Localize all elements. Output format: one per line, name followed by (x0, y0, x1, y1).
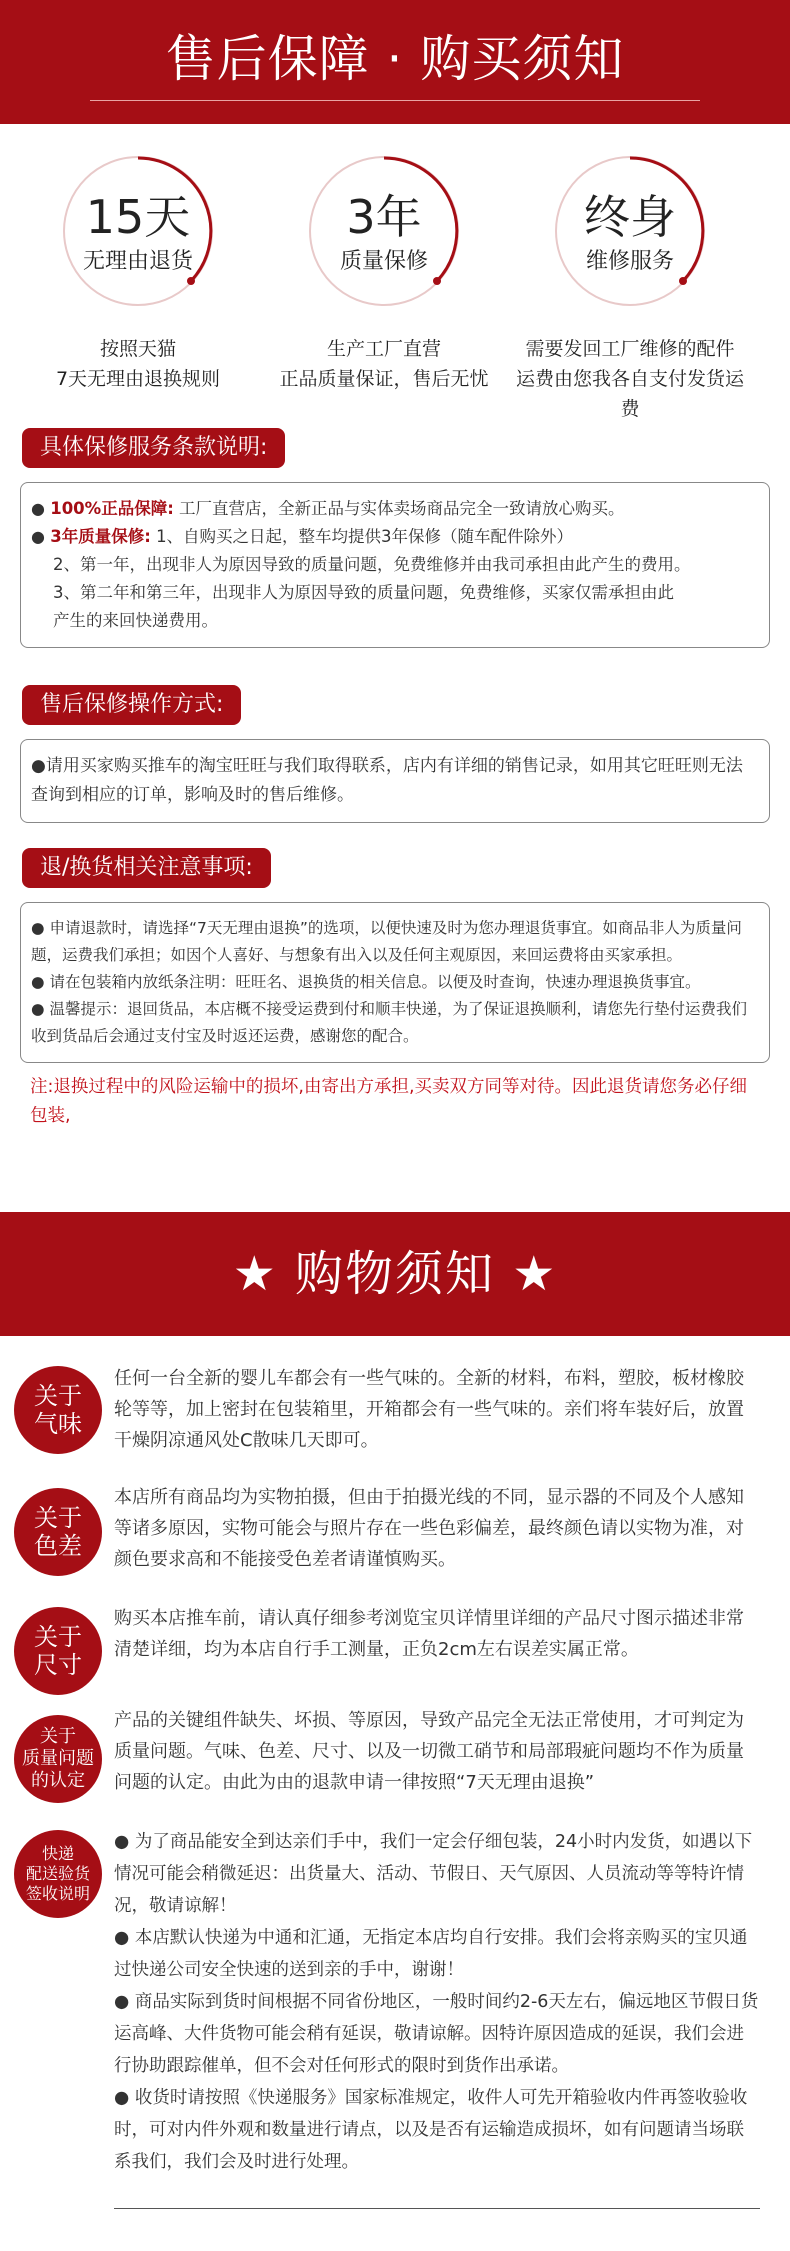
notice-badge (14, 1715, 102, 1803)
returns-note: 注:退换过程中的风险运输中的损坏,由寄出方承担,买卖双方同等对待。因此退货请您务必仔细包装, (30, 1077, 748, 1126)
notice-text: 本店所有商品均为实物拍摄，但由于拍摄光线的不同，显示器的不同及个人感知等诸多原因，实物可能会与照片存在一些色彩偏差，最终颜色请以实物为准，对颜色要求高和不能接受色差者请谨慎购买。 (114, 1487, 744, 1570)
shopping-title: ★ 购物须知 ★ (232, 1246, 558, 1302)
circle-arc-icon (309, 156, 459, 306)
returns-box (20, 902, 770, 1063)
notice-text: 产品的关键组件缺失、坏损、等原因，导致产品完全无法正常使用，才可判定为质量问题。气味、色差、尺寸、以及一切微工硝节和局部瑕疵问题均不作为质量问题的认定。由此为由的退款申请一律按照“7天无理由退换” (114, 1710, 744, 1793)
bullet-icon: ● (31, 499, 45, 518)
header-banner (0, 0, 790, 124)
warranty-item (31, 495, 759, 523)
badge-line: 关于 (34, 1504, 82, 1532)
notice-badge (14, 1830, 102, 1918)
returns-paragraph: ● 温馨提示：退回货品，本店概不接受运费到付和顺丰快递，为了保证退换顺利，请您先行垫付运费我们收到货品后会通过支付宝及时返还运费，感谢您的配合。 (31, 1000, 747, 1045)
operation-text: ●请用买家购买推车的淘宝旺旺与我们取得联系，店内有详细的销售记录，如用其它旺旺则无法查询到相应的订单，影响及时的售后维修。 (31, 756, 743, 805)
shopping-banner (0, 1212, 790, 1336)
badge-line: 配送验货 (25, 1864, 90, 1883)
guarantee-desc-line: 需要发回工厂维修的配件 (525, 338, 735, 360)
warranty-item-text: 工厂直营店，全新正品与实体卖场商品完全一致请放心购买。 (179, 499, 625, 518)
guarantee-small-text: 无理由退货 (82, 249, 193, 274)
notice-text: 购买本店推车前，请认真仔细参考浏览宝贝详情里详细的产品尺寸图示描述非常清楚详细，均为本店自行手工测量，正负2cm左右误差实属正常。 (114, 1608, 744, 1660)
guarantee-warranty (264, 156, 504, 394)
notice-badge (14, 1488, 102, 1576)
page-title: 售后保障 · 购买须知 (165, 30, 625, 88)
badge-line: 关于 (40, 1726, 76, 1747)
warranty-item-text: 1、自购买之日起，整车均提供3年保修（随车配件除外） (156, 527, 574, 546)
guarantee-circle (309, 156, 459, 306)
badge-line: 快递 (41, 1844, 74, 1863)
guarantee-circle (63, 156, 213, 306)
circle-arc-icon (555, 156, 705, 306)
badge-line: 的认定 (31, 1770, 85, 1791)
notice-paragraph: ● 商品实际到货时间根据不同省份地区，一般时间约2-6天左右，偏远地区节假日货运高峰、大件货物可能会稍有延误，敬请谅解。因特许原因造成的延误，我们会进行协助跟踪催单，但不会对任何形式的限时到货作出承诺。 (114, 1992, 759, 2076)
operation-label: 售后保修操作方式: (22, 685, 241, 725)
warranty-item-text: 产生的来回快递费用。 (53, 611, 218, 630)
guarantee-lifetime (510, 156, 750, 424)
operation-section (0, 685, 790, 823)
guarantee-desc-line: 按照天猫 (99, 338, 176, 360)
guarantee-small-text: 维修服务 (585, 249, 674, 274)
warranty-section (0, 428, 790, 648)
notice-badge (14, 1366, 102, 1454)
notice-text (114, 1826, 760, 2178)
warranty-label: 具体保修服务条款说明: (22, 428, 285, 468)
warranty-item-title: 3年质量保修: (50, 527, 151, 546)
guarantee-small-text: 质量保修 (339, 249, 428, 274)
guarantee-return (18, 156, 258, 394)
badge-line: 尺寸 (34, 1651, 82, 1679)
guarantee-desc (18, 334, 258, 394)
guarantee-row (0, 124, 790, 420)
notice-text: 任何一台全新的婴儿车都会有一些气味的。全新的材料，布料，塑胶，板材橡胶轮等等，加上密封在包装箱里，开箱都会有一些气味的。亲们将车装好后，放置干燥阴凉通风处C散味几天即可。 (114, 1368, 744, 1451)
returns-label: 退/换货相关注意事项: (22, 848, 271, 888)
bullet-icon: ● (31, 527, 45, 546)
guarantee-big-text: 终身 (584, 190, 676, 244)
notice-paragraph: ● 本店默认快递为中通和汇通，无指定本店均自行安排。我们会将亲购买的宝贝通过快递公司安全快速的送到亲的手中，谢谢！ (114, 1928, 748, 1980)
guarantee-desc-line: 7天无理由退换规则 (55, 368, 221, 390)
badge-line: 关于 (34, 1623, 82, 1651)
bottom-divider (114, 2208, 760, 2209)
guarantee-desc (264, 334, 504, 394)
badge-line: 关于 (34, 1382, 82, 1410)
guarantee-desc-line: 生产工厂直营 (326, 338, 441, 360)
badge-line: 签收说明 (25, 1884, 90, 1903)
notice-badge (14, 1607, 102, 1695)
guarantee-big-text: 3年 (346, 190, 422, 244)
header-divider (90, 100, 700, 101)
warranty-item (31, 523, 759, 551)
guarantee-big-text: 15天 (85, 190, 191, 244)
badge-line: 气味 (34, 1410, 82, 1438)
operation-box (20, 739, 770, 823)
guarantee-desc-line: 运费由您我各自支付发货运费 (515, 368, 744, 420)
warranty-item-text: 2、第一年，出现非人为原因导致的质量问题，免费维修并由我司承担由此产生的费用。 (53, 555, 691, 574)
notice-paragraph: ● 收货时请按照《快递服务》国家标准规定，收件人可先开箱验收内件再签收验收时，可对内件外观和数量进行请点，以及是否有运输造成损坏，如有问题请当场联系我们，我们会及时进行处理。 (114, 2088, 748, 2172)
guarantee-desc-line: 正品质量保证，售后无忧 (279, 368, 489, 390)
guarantee-desc (510, 334, 750, 424)
guarantee-circle (555, 156, 705, 306)
notice-paragraph: ● 为了商品能安全到达亲们手中，我们一定会仔细包装，24小时内发货，如遇以下情况可能会稍微延迟：出货量大、活动、节假日、天气原因、人员流动等等特许情况，敬请谅解！ (114, 1832, 753, 1916)
returns-paragraph: ● 申请退款时，请选择“7天无理由退换”的选项，以便快速及时为您办理退货事宜。如商品非人为质量问题，运费我们承担；如因个人喜好、与想象有出入以及任何主观原因，来回运费将由买家承担。 (31, 919, 742, 964)
badge-line: 质量问题 (22, 1748, 94, 1769)
warranty-item-text: 3、第二年和第三年，出现非人为原因导致的质量问题，免费维修，买家仅需承担由此 (53, 583, 674, 602)
warranty-box (20, 482, 770, 648)
warranty-item-title: 100%正品保障: (50, 499, 174, 518)
badge-line: 色差 (34, 1532, 82, 1560)
returns-section (0, 848, 790, 1131)
returns-paragraph: ● 请在包装箱内放纸条注明：旺旺名、退换货的相关信息。以便及时查询，快速办理退换货事宜。 (31, 973, 701, 991)
circle-arc-icon (63, 156, 213, 306)
